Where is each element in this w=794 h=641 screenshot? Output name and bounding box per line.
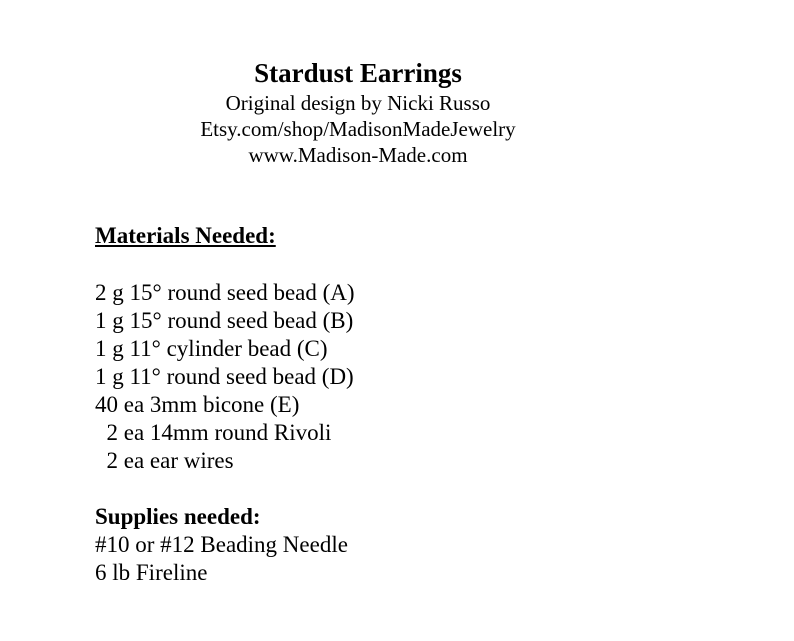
list-item: 2 ea ear wires [95, 448, 234, 473]
pattern-header [0, 56, 716, 168]
list-item: #10 or #12 Beading Needle [95, 532, 348, 557]
pattern-title: Stardust Earrings [254, 58, 462, 88]
shop-link: Etsy.com/shop/MadisonMadeJewelry [200, 117, 516, 141]
list-item: 1 g 11° round seed bead (D) [95, 364, 354, 389]
designer-credit: Original design by Nicki Russo [225, 91, 491, 115]
website-link: www.Madison-Made.com [248, 143, 468, 167]
materials-heading: Materials Needed: [95, 223, 276, 248]
list-item: 1 g 15° round seed bead (B) [95, 308, 354, 333]
list-item: 6 lb Fireline [95, 560, 208, 585]
list-item: 40 ea 3mm bicone (E) [95, 392, 300, 417]
list-item: 1 g 11° cylinder bead (C) [95, 336, 328, 361]
supplies-heading: Supplies needed: [95, 504, 261, 529]
supplies-list [95, 531, 348, 587]
materials-list [95, 279, 355, 475]
list-item: 2 g 15° round seed bead (A) [95, 280, 355, 305]
list-item: 2 ea 14mm round Rivoli [95, 420, 332, 445]
